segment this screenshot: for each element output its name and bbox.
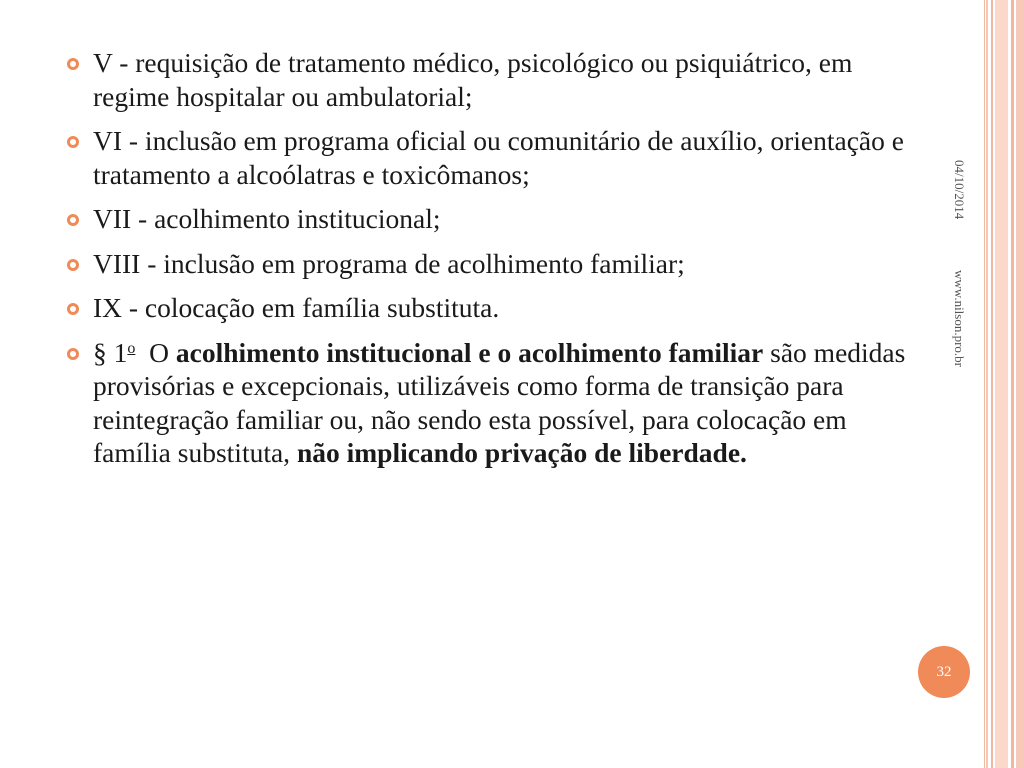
list-item xyxy=(60,46,920,113)
decorative-stripes xyxy=(984,0,1024,768)
page-number-badge: 32 xyxy=(918,646,970,698)
bullet-icon xyxy=(67,303,79,315)
divider-line xyxy=(984,0,985,768)
slide-content xyxy=(60,46,920,481)
slide-website: www.nilson.pro.br xyxy=(952,270,967,368)
item-text: VII - acolhimento institucional; xyxy=(93,203,441,235)
paragraph-item xyxy=(60,336,920,470)
bullet-icon xyxy=(67,136,79,148)
para-ordinal: o xyxy=(127,339,136,357)
para-middle: são medidas provisórias e excepcionais, utilizáveis como forma de transição para reintegração familiar ou, não sendo esta possível, para colocação em família substituta, xyxy=(93,336,906,469)
item-text: IX - colocação em família substituta. xyxy=(93,292,500,324)
item-text: VI - inclusão em programa oficial ou comunitário de auxílio, orientação e tratamento a alcoólatras e toxicômanos; xyxy=(93,125,904,190)
slide-date: 04/10/2014 xyxy=(952,160,967,220)
para-lead: O xyxy=(149,336,176,368)
bullet-icon xyxy=(67,259,79,271)
bullet-icon xyxy=(67,348,79,360)
bullet-icon xyxy=(67,58,79,70)
para-bold-2: não implicando privação de liberdade. xyxy=(296,437,747,469)
item-text: V - requisição de tratamento médico, psicológico ou psiquiátrico, em regime hospitalar ou ambulatorial; xyxy=(93,47,853,112)
list-item xyxy=(60,247,920,281)
item-text: VIII - inclusão em programa de acolhimento familiar; xyxy=(93,247,685,279)
bullet-icon xyxy=(67,214,79,226)
list-item xyxy=(60,202,920,236)
list-item xyxy=(60,124,920,191)
list-item xyxy=(60,291,920,325)
para-bold-1: acolhimento institucional e o acolhimento familiar xyxy=(175,336,764,368)
para-sign: § 1 xyxy=(93,336,128,368)
